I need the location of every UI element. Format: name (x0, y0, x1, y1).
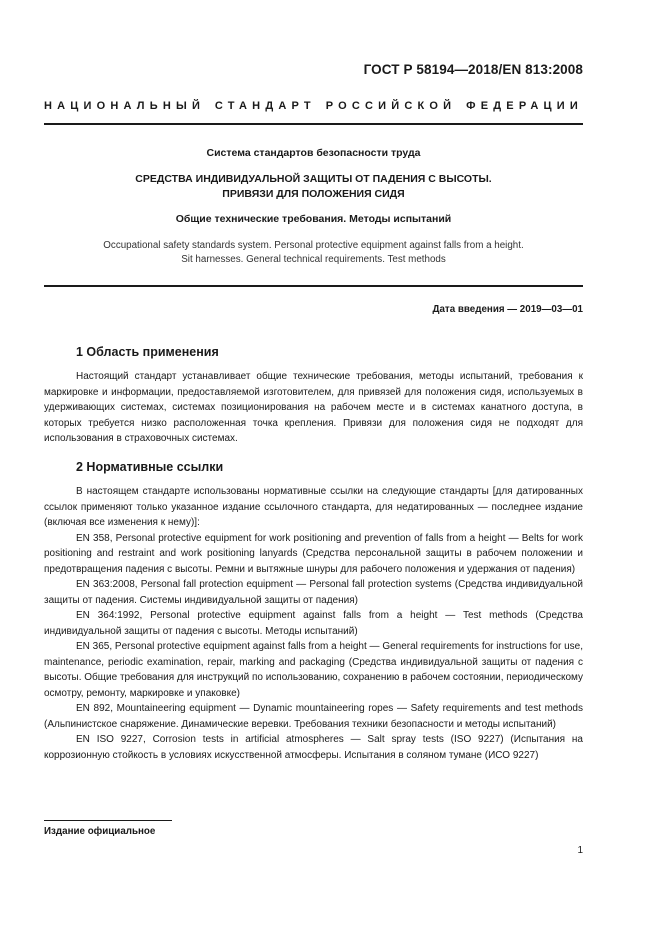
footer-rule (44, 820, 172, 821)
section-2-body (44, 484, 583, 763)
english-title (44, 239, 583, 266)
reference-item: EN 363:2008, Personal fall protection equipment — Personal fall protection systems (Средства индивидуальной защиты от падения. Системы индивидуальной защиты от падения) (44, 579, 583, 606)
reference-item: EN ISO 9227, Corrosion tests in artificial atmospheres — Salt spray tests (ISO 9227) (Испытания на коррозионную стойкость в условиях искусственной атмосферы. Испытания в соляном тумане (ИСО 9227) (44, 734, 583, 761)
english-title-line-1: Occupational safety standards system. Personal protective equipment against falls from a height. (103, 240, 524, 251)
title-rule (44, 285, 583, 287)
reference-item: EN 892, Mountaineering equipment — Dynamic mountaineering ropes — Safety requirements and test methods (Альпинистское снаряжение. Динамические веревки. Требования техники безопасности и методы испытаний) (44, 703, 583, 730)
page-number: 1 (577, 845, 583, 856)
section-1-body (44, 369, 583, 447)
reference-item: EN 358, Personal protective equipment for work positioning and prevention of falls from a height — Belts for work positioning and restraint and work positioning lanyards (Средства персональной защиты в рабочем положении и предотвращения падения с высоты. Ремни и вытяжные шнуры для рабочего положения и удержания от падения) (44, 532, 583, 575)
standards-series-title: Система стандартов безопасности труда (206, 147, 421, 159)
introduction-date: Дата введения — 2019—03—01 (432, 304, 583, 315)
header-rule (44, 123, 583, 125)
document-title-line-1: СРЕДСТВА ИНДИВИДУАЛЬНОЙ ЗАЩИТЫ ОТ ПАДЕНИЯ С ВЫСОТЫ. (135, 173, 492, 185)
official-edition-label: Издание официальное (44, 826, 156, 837)
national-standard-banner: НАЦИОНАЛЬНЫЙ СТАНДАРТ РОССИЙСКОЙ ФЕДЕРАЦИИ (44, 100, 583, 112)
reference-item: EN 365, Personal protective equipment against falls from a height — General requirements for instructions for use, maintenance, periodic examination, repair, marking and packaging (Средства индивидуальной защиты от падения с высоты. Общие требования для инструкций по использованию, сохранению в рабочем состоянии, периодическому осмотру, ремонту, маркировке и упаковке) (44, 641, 583, 699)
document-subtitle: Общие технические требования. Методы испытаний (175, 213, 452, 225)
paragraph: В настоящем стандарте использованы нормативные ссылки на следующие стандарты [для датированных ссылок применяют только указанное издание ссылочного стандарта, для недатированных — последнее издание (включая все изменения к нему)]: (44, 486, 583, 528)
english-title-line-2: Sit harnesses. General technical requirements. Test methods (181, 253, 446, 265)
section-1-heading: 1 Область применения (76, 345, 219, 359)
document-title-line-2: ПРИВЯЗИ ДЛЯ ПОЛОЖЕНИЯ СИДЯ (222, 188, 405, 200)
standard-code: ГОСТ Р 58194—2018/EN 813:2008 (363, 62, 583, 77)
reference-item: EN 364:1992, Personal protective equipment against falls from a height — Test methods (Средства индивидуальной защиты от падения с высоты. Методы испытаний) (44, 610, 583, 637)
paragraph: Настоящий стандарт устанавливает общие технические требования, методы испытаний, требования к маркировке и информации, предоставляемой изготовителем, для привязей для положения сидя, используемых в удерживающих системах, системах позиционирования на рабочем месте и в системах канатного доступа, в которых требуется низко расположенная точка крепления. Привязи для положения сидя не подходят для использования в страховочных системах. (44, 371, 583, 444)
section-2-heading: 2 Нормативные ссылки (76, 460, 224, 474)
document-title (44, 172, 583, 202)
